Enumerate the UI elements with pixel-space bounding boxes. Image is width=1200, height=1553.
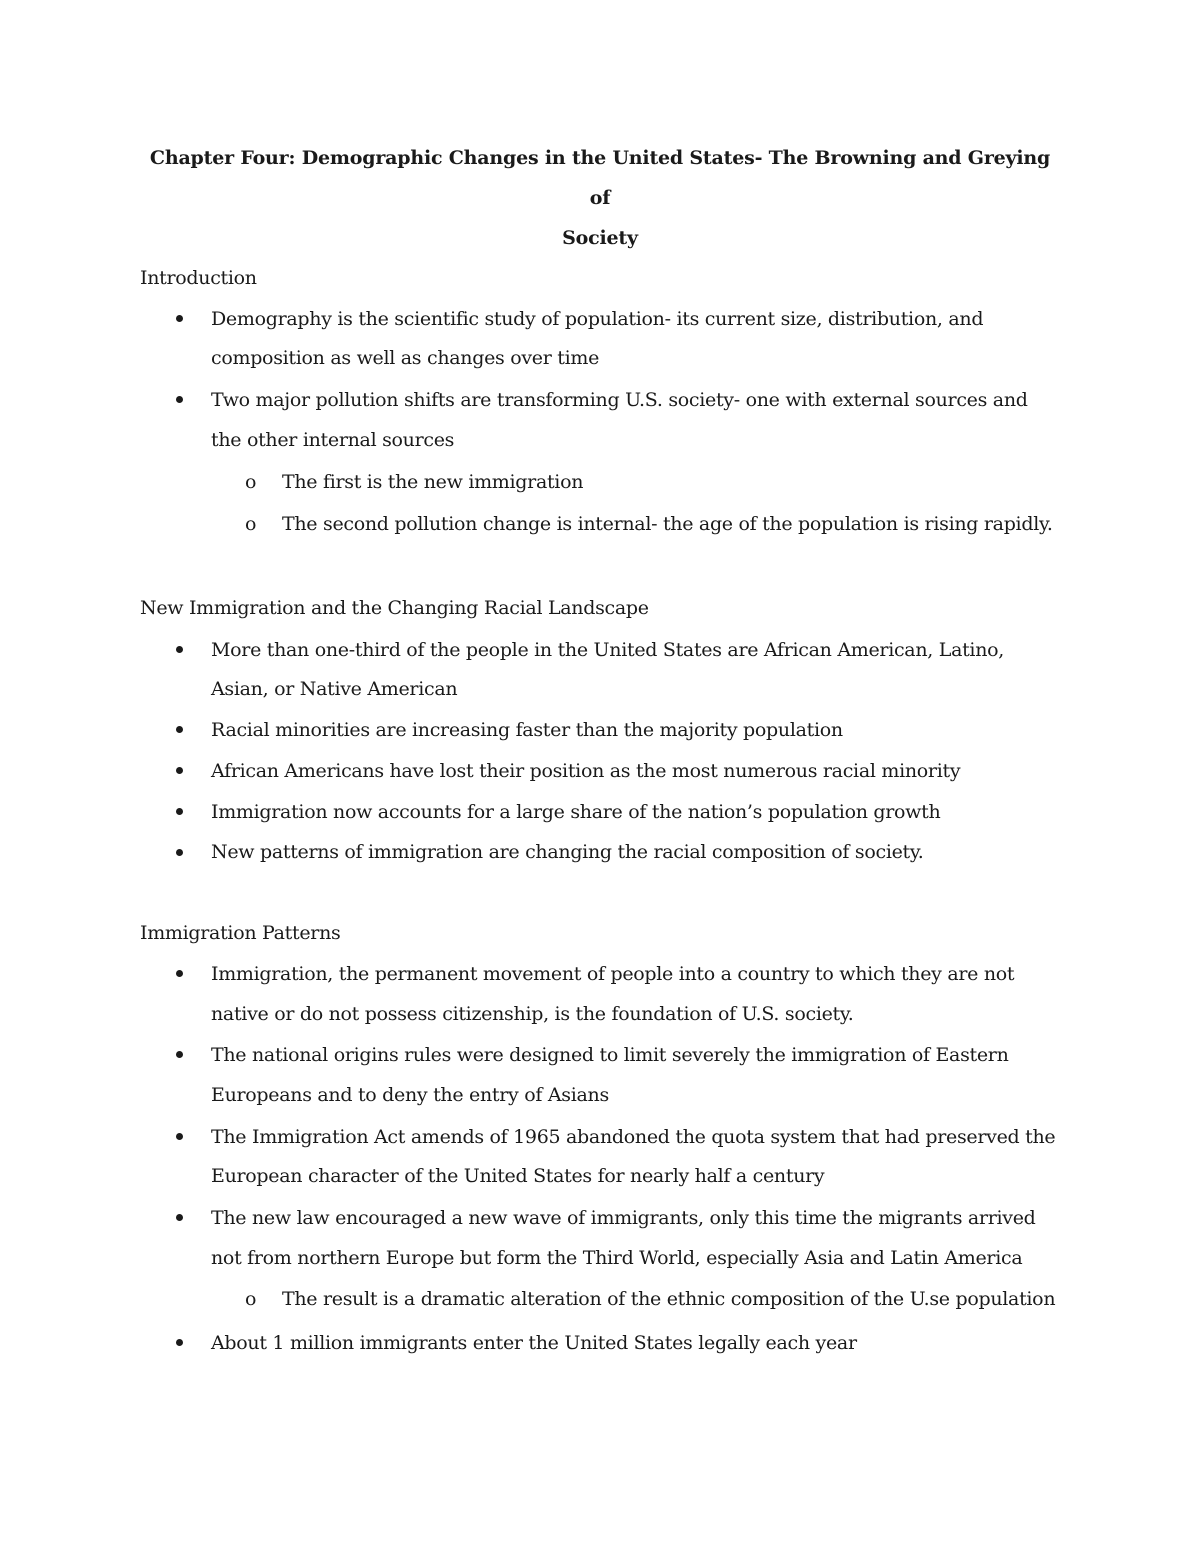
- sub-bullet-icon: o: [245, 1288, 257, 1310]
- list-item-text: Demography is the scientific study of population- its current size, distribution, and: [211, 308, 984, 330]
- bullet-icon: [176, 396, 183, 403]
- bullet-icon: [176, 726, 183, 733]
- list-item-text: Immigration now accounts for a large share of the nation’s population growth: [211, 801, 941, 823]
- title-line-2: Society: [562, 227, 638, 249]
- bullet-icon: [176, 1051, 183, 1058]
- section-heading-introduction: Introduction: [140, 267, 257, 289]
- section-heading-new-immigration: New Immigration and the Changing Racial Landscape: [140, 597, 649, 619]
- list-item-text: More than one-third of the people in the United States are African American, Latino,: [211, 639, 1005, 661]
- list-item-text: The new law encouraged a new wave of immigrants, only this time the migrants arrived: [211, 1207, 1036, 1229]
- list-item-text: Europeans and to deny the entry of Asians: [211, 1084, 609, 1106]
- list-item-text: About 1 million immigrants enter the United States legally each year: [211, 1332, 857, 1354]
- list-item-text: Two major pollution shifts are transforming U.S. society- one with external sources and: [211, 389, 1028, 411]
- sub-bullet-icon: o: [245, 471, 257, 493]
- list-item-text: not from northern Europe but form the Third World, especially Asia and Latin America: [211, 1247, 1023, 1269]
- title-line-1: Chapter Four: Demographic Changes in the United States- The Browning and Greying of: [149, 147, 1051, 209]
- list-item-text: The national origins rules were designed to limit severely the immigration of Eastern: [211, 1044, 1009, 1066]
- list-item-text: African Americans have lost their position as the most numerous racial minority: [211, 760, 961, 782]
- list-item-text: composition as well as changes over time: [211, 347, 600, 369]
- list-item-text: The Immigration Act amends of 1965 abandoned the quota system that had preserved the: [211, 1126, 1056, 1148]
- list-item-text: Asian, or Native American: [211, 678, 458, 700]
- bullet-icon: [176, 1214, 183, 1221]
- list-item-text: Racial minorities are increasing faster than the majority population: [211, 719, 843, 741]
- list-item-text: native or do not possess citizenship, is the foundation of U.S. society.: [211, 1003, 854, 1025]
- list-item-text: the other internal sources: [211, 429, 455, 451]
- page-title: [140, 138, 1060, 258]
- section-heading-immigration-patterns: Immigration Patterns: [140, 922, 341, 944]
- bullet-icon: [176, 646, 183, 653]
- bullet-icon: [176, 970, 183, 977]
- list-item-text: European character of the United States for nearly half a century: [211, 1165, 825, 1187]
- bullet-icon: [176, 767, 183, 774]
- sub-list-item-text: The second pollution change is internal- the age of the population is rising rapidly.: [282, 513, 1053, 535]
- sub-bullet-icon: o: [245, 513, 257, 535]
- bullet-icon: [176, 1133, 183, 1140]
- bullet-icon: [176, 849, 183, 856]
- list-item-text: New patterns of immigration are changing the racial composition of society.: [211, 841, 924, 863]
- bullet-icon: [176, 1339, 183, 1346]
- bullet-icon: [176, 808, 183, 815]
- sub-list-item-text: The result is a dramatic alteration of the ethnic composition of the U.se population: [282, 1288, 1056, 1310]
- sub-list-item-text: The first is the new immigration: [282, 471, 584, 493]
- list-item-text: Immigration, the permanent movement of people into a country to which they are not: [211, 963, 1015, 985]
- bullet-icon: [176, 315, 183, 322]
